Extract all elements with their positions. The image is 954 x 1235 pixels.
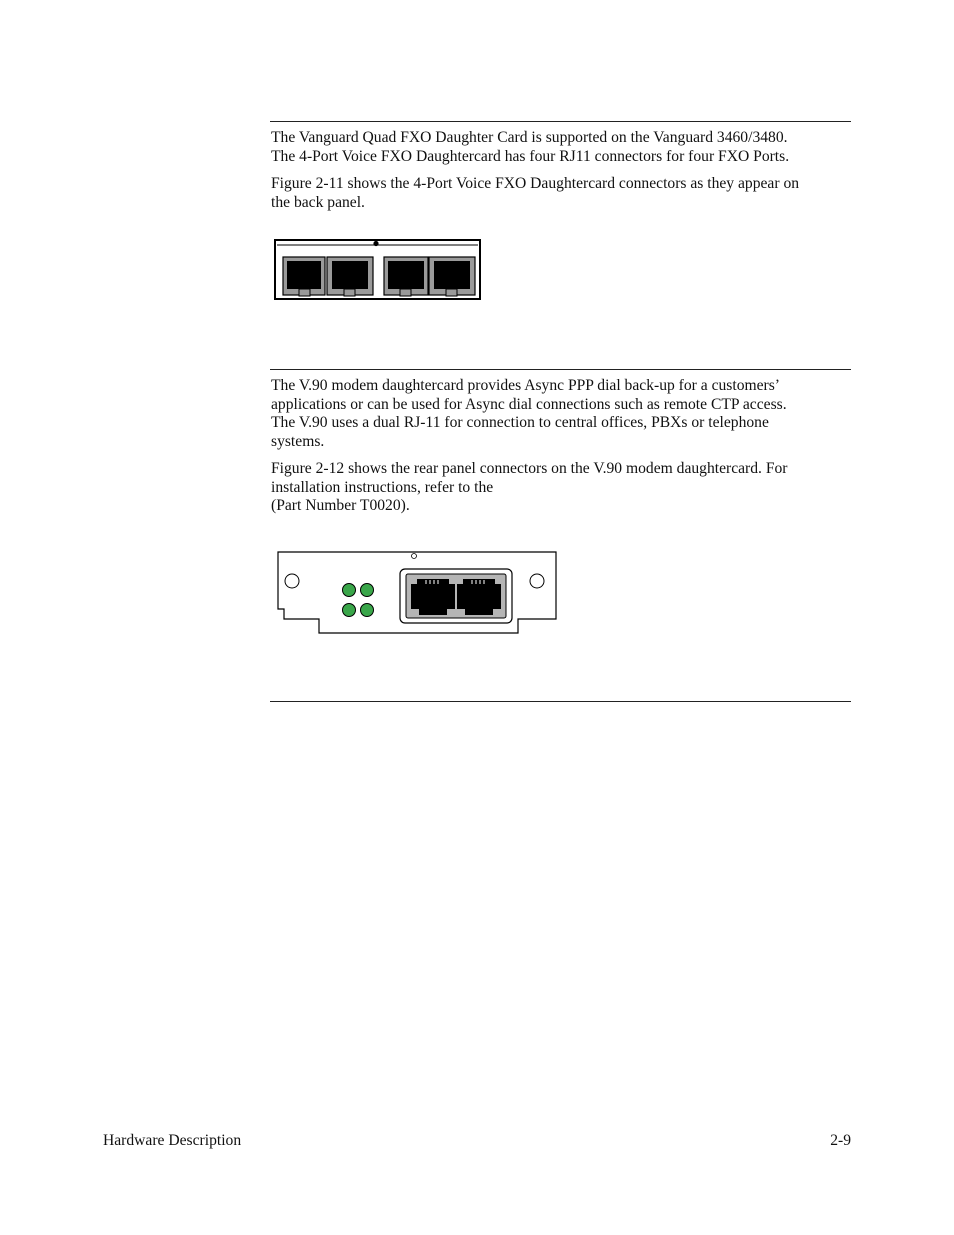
v90-figure-reference-paragraph: Figure 2-12 shows the rear panel connectors on the V.90 modem daughtercard. For installation instructions, refer to the (Part Number T0020). [271, 460, 788, 515]
v90-modem-panel-icon [276, 549, 560, 637]
rj11-port-3 [384, 257, 428, 296]
fxo-daughtercard-panel-icon [274, 237, 484, 303]
fxo-figure-reference-paragraph: Figure 2-11 shows the 4-Port Voice FXO Daughtercard connectors as they appear on the back panel. [271, 175, 800, 211]
fxo-intro-paragraph: The Vanguard Quad FXO Daughter Card is supported on the Vanguard 3460/3480. The 4-Port Voice FXO Daughtercard has four RJ11 connectors for four FXO Ports. [271, 129, 790, 165]
dual-rj11-jack [400, 569, 512, 623]
mounting-hole-right [530, 574, 544, 588]
section-rule-bottom [270, 701, 851, 702]
led-1 [343, 584, 356, 597]
section-rule-middle [270, 369, 851, 370]
rj11-port-4 [429, 257, 475, 296]
footer-section-title: Hardware Description [103, 1132, 242, 1149]
led-4 [361, 604, 374, 617]
v90-intro-paragraph: The V.90 modem daughtercard provides Async PPP dial back-up for a customers’ applications or can be used for Async dial connections such as remote CTP access. The V.90 uses a dual RJ-11 for connection to central offices, PBXs or telephone systems. [271, 377, 787, 450]
section-rule-top [270, 121, 851, 122]
mounting-hole-left [285, 574, 299, 588]
rj11-port-1 [283, 257, 325, 296]
footer-page-number: 2-9 [830, 1132, 851, 1149]
rj11-port-2 [327, 257, 373, 296]
led-3 [343, 604, 356, 617]
led-2 [361, 584, 374, 597]
